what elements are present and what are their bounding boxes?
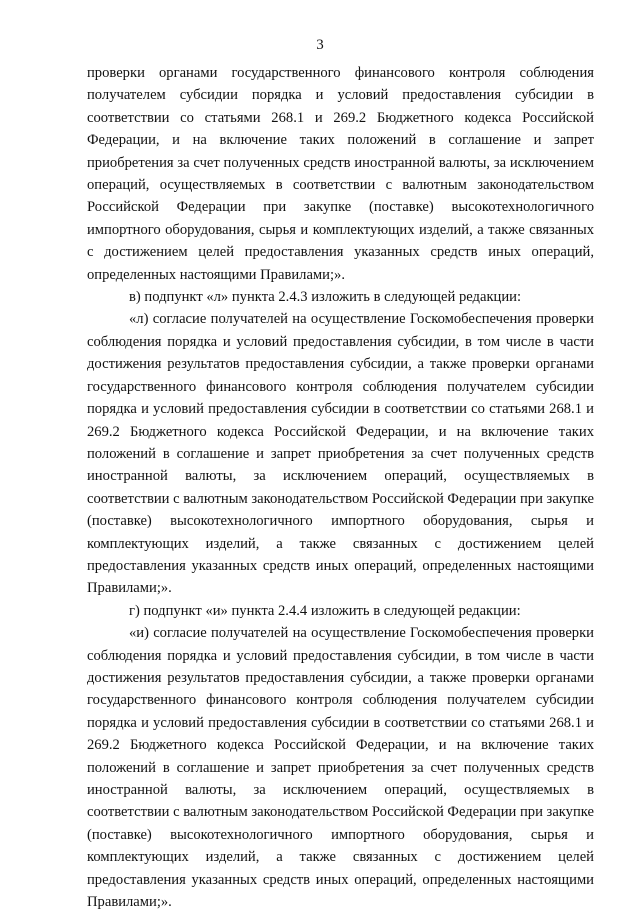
- paragraph-subitem-l: «л) согласие получателей на осуществление Госкомобеспечения проверки соблюдения порядка и условий предоставления субсидии, в том числе в части достижения результатов предоставления субсидии, а также проверки органами государственного финансового контроля соблюдения получателем субсидии порядка и условий предоставления субсидии в соответствии со статьями 268.1 и 269.2 Бюджетного кодекса Российской Федерации, и на включение таких положений в соглашение и запрет приобретения за счет полученных средств иностранной валюты, за исключением операций, осуществляемых в соответствии с валютным законодательством Российской Федерации при закупке (поставке) высокотехнологичного импортного оборудования, сырья и комплектующих изделий, а также связанных с достижением целей предоставления указанных средств иных операций, определенных настоящими Правилами;».: [87, 311, 594, 597]
- paragraph-amendment-g: г) подпункт «и» пункта 2.4.4 изложить в следующей редакции:: [129, 602, 521, 619]
- paragraph-continuation: проверки органами государственного финансового контроля соблюдения получателем субсидии порядка и условий предоставления субсидии в соответствии со статьями 268.1 и 269.2 Бюджетного кодекса Российской Федерации, и на включение таких положений в соглашение и запрет приобретения за счет полученных средств иностранной валюты, за исключением операций, осуществляемых в соответствии с валютным законодательством Российской Федерации при закупке (поставке) высокотехнологичного импортного оборудования, сырья и комплектующих изделий, а также связанных с достижением целей предоставления указанных средств иных операций, определенных настоящими Правилами;».: [87, 65, 594, 283]
- paragraph-amendment-v: в) подпункт «л» пункта 2.4.3 изложить в следующей редакции:: [129, 289, 522, 306]
- document-body: [87, 62, 594, 913]
- paragraph-subitem-i: «и) согласие получателей на осуществление Госкомобеспечения проверки соблюдения порядка и условий предоставления субсидии, в том числе в части достижения результатов предоставления субсидии, а также проверки органами государственного финансового контроля соблюдения получателем субсидии порядка и условий предоставления субсидии в соответствии со статьями 268.1 и 269.2 Бюджетного кодекса Российской Федерации, и на включение таких положений в соглашение и запрет приобретения за счет полученных средств иностранной валюты, за исключением операций, осуществляемых в соответствии с валютным законодательством Российской Федерации при закупке (поставке) высокотехнологичного импортного оборудования, сырья и комплектующих изделий, а также связанных с достижением целей предоставления указанных средств иных операций, определенных настоящими Правилами;».: [87, 625, 594, 911]
- page-number: 3: [316, 37, 324, 53]
